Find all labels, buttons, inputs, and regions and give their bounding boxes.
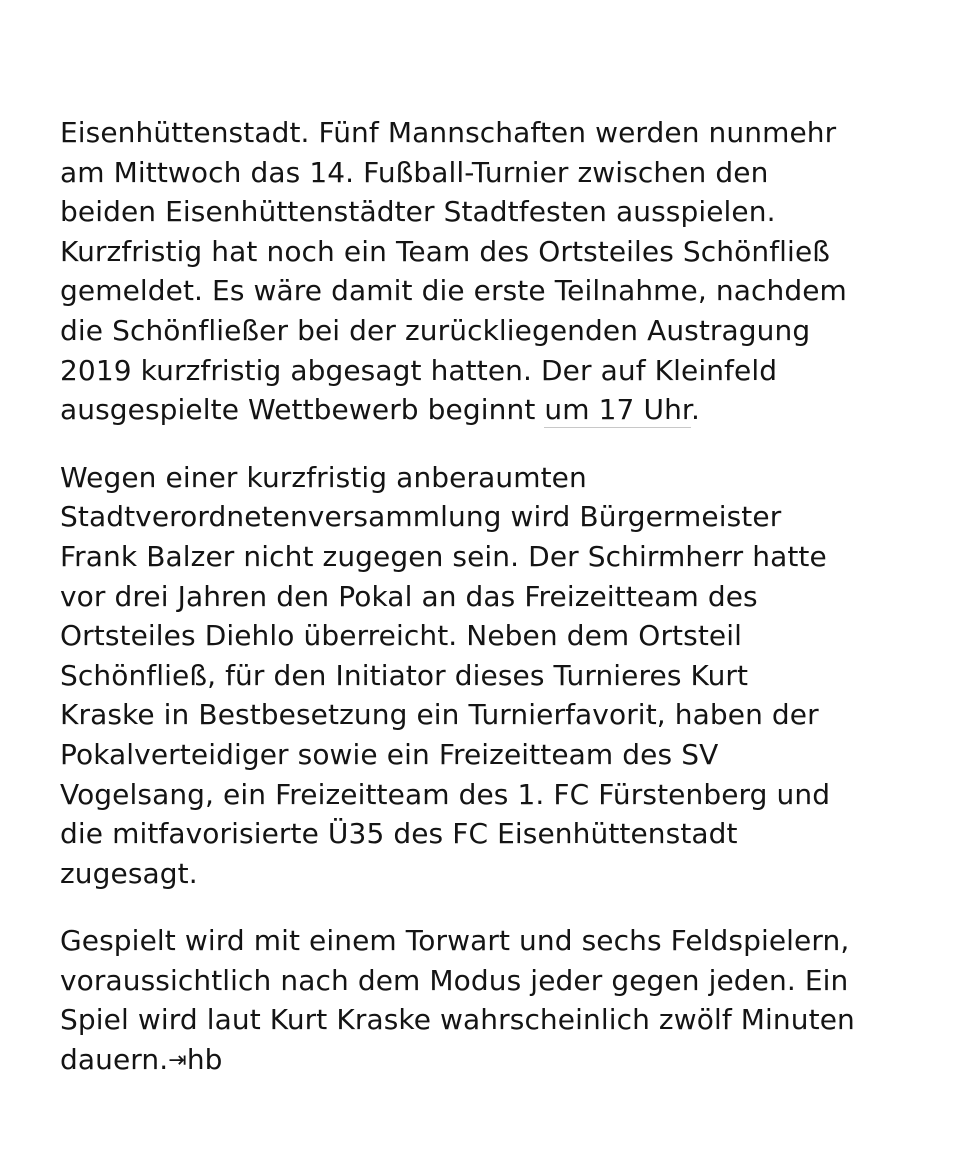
author-initials: hb (186, 1043, 223, 1077)
text-line: Schönfließ, für den Initiator dieses Turnieres Kurt (60, 658, 749, 692)
paragraph-2 (60, 458, 920, 894)
text-line: am Mittwoch das 14. Fußball-Turnier zwischen den (60, 155, 769, 189)
text-line: Vogelsang, ein Freizeitteam des 1. FC Fürstenberg und (60, 777, 831, 811)
text-line-with-signature (60, 1040, 920, 1080)
time-link[interactable]: um 17 Uhr (544, 393, 691, 427)
text-line: Kurzfristig hat noch ein Team des Ortsteiles Schönfließ (60, 234, 831, 268)
text-line: Spiel wird laut Kurt Kraske wahrscheinlich zwölf Minuten (60, 1003, 855, 1037)
text-line: Wegen einer kurzfristig anberaumten (60, 460, 587, 494)
text-line: die Schönfließer bei der zurückliegenden Austragung (60, 313, 811, 347)
text-line: Ortsteiles Diehlo überreicht. Neben dem Ortsteil (60, 619, 742, 653)
article-body (60, 113, 920, 1108)
text-line: Stadtverordnetenversammlung wird Bürgermeister (60, 500, 782, 534)
text-line: gemeldet. Es wäre damit die erste Teilnahme, nachdem (60, 274, 847, 308)
paragraph-1 (60, 113, 920, 430)
text-line: Eisenhüttenstadt. Fünf Mannschaften werden nunmehr (60, 116, 837, 149)
text-line: voraussichtlich nach dem Modus jeder gegen jeden. Ein (60, 963, 849, 997)
text-line: Pokalverteidiger sowie ein Freizeitteam des SV (60, 737, 719, 771)
end-arrow-icon: ⇥ (168, 1048, 187, 1074)
text-line: zugesagt. (60, 856, 198, 890)
text-line: vor drei Jahren den Pokal an das Freizeitteam des (60, 579, 758, 613)
text-line: Frank Balzer nicht zugegen sein. Der Schirmherr hatte (60, 539, 827, 573)
text-line: die mitfavorisierte Ü35 des FC Eisenhüttenstadt (60, 817, 738, 851)
text-segment: dauern. (60, 1043, 169, 1077)
paragraph-3 (60, 921, 920, 1079)
text-segment: . (690, 393, 700, 427)
text-line: Gespielt wird mit einem Torwart und sechs Feldspielern, (60, 924, 850, 958)
text-segment: ausgespielte Wettbewerb beginnt (60, 393, 545, 427)
text-line-with-link (60, 390, 920, 430)
text-line: 2019 kurzfristig abgesagt hatten. Der auf Kleinfeld (60, 353, 778, 387)
text-line: Kraske in Bestbesetzung ein Turnierfavorit, haben der (60, 698, 819, 732)
text-line: beiden Eisenhüttenstädter Stadtfesten ausspielen. (60, 195, 776, 229)
